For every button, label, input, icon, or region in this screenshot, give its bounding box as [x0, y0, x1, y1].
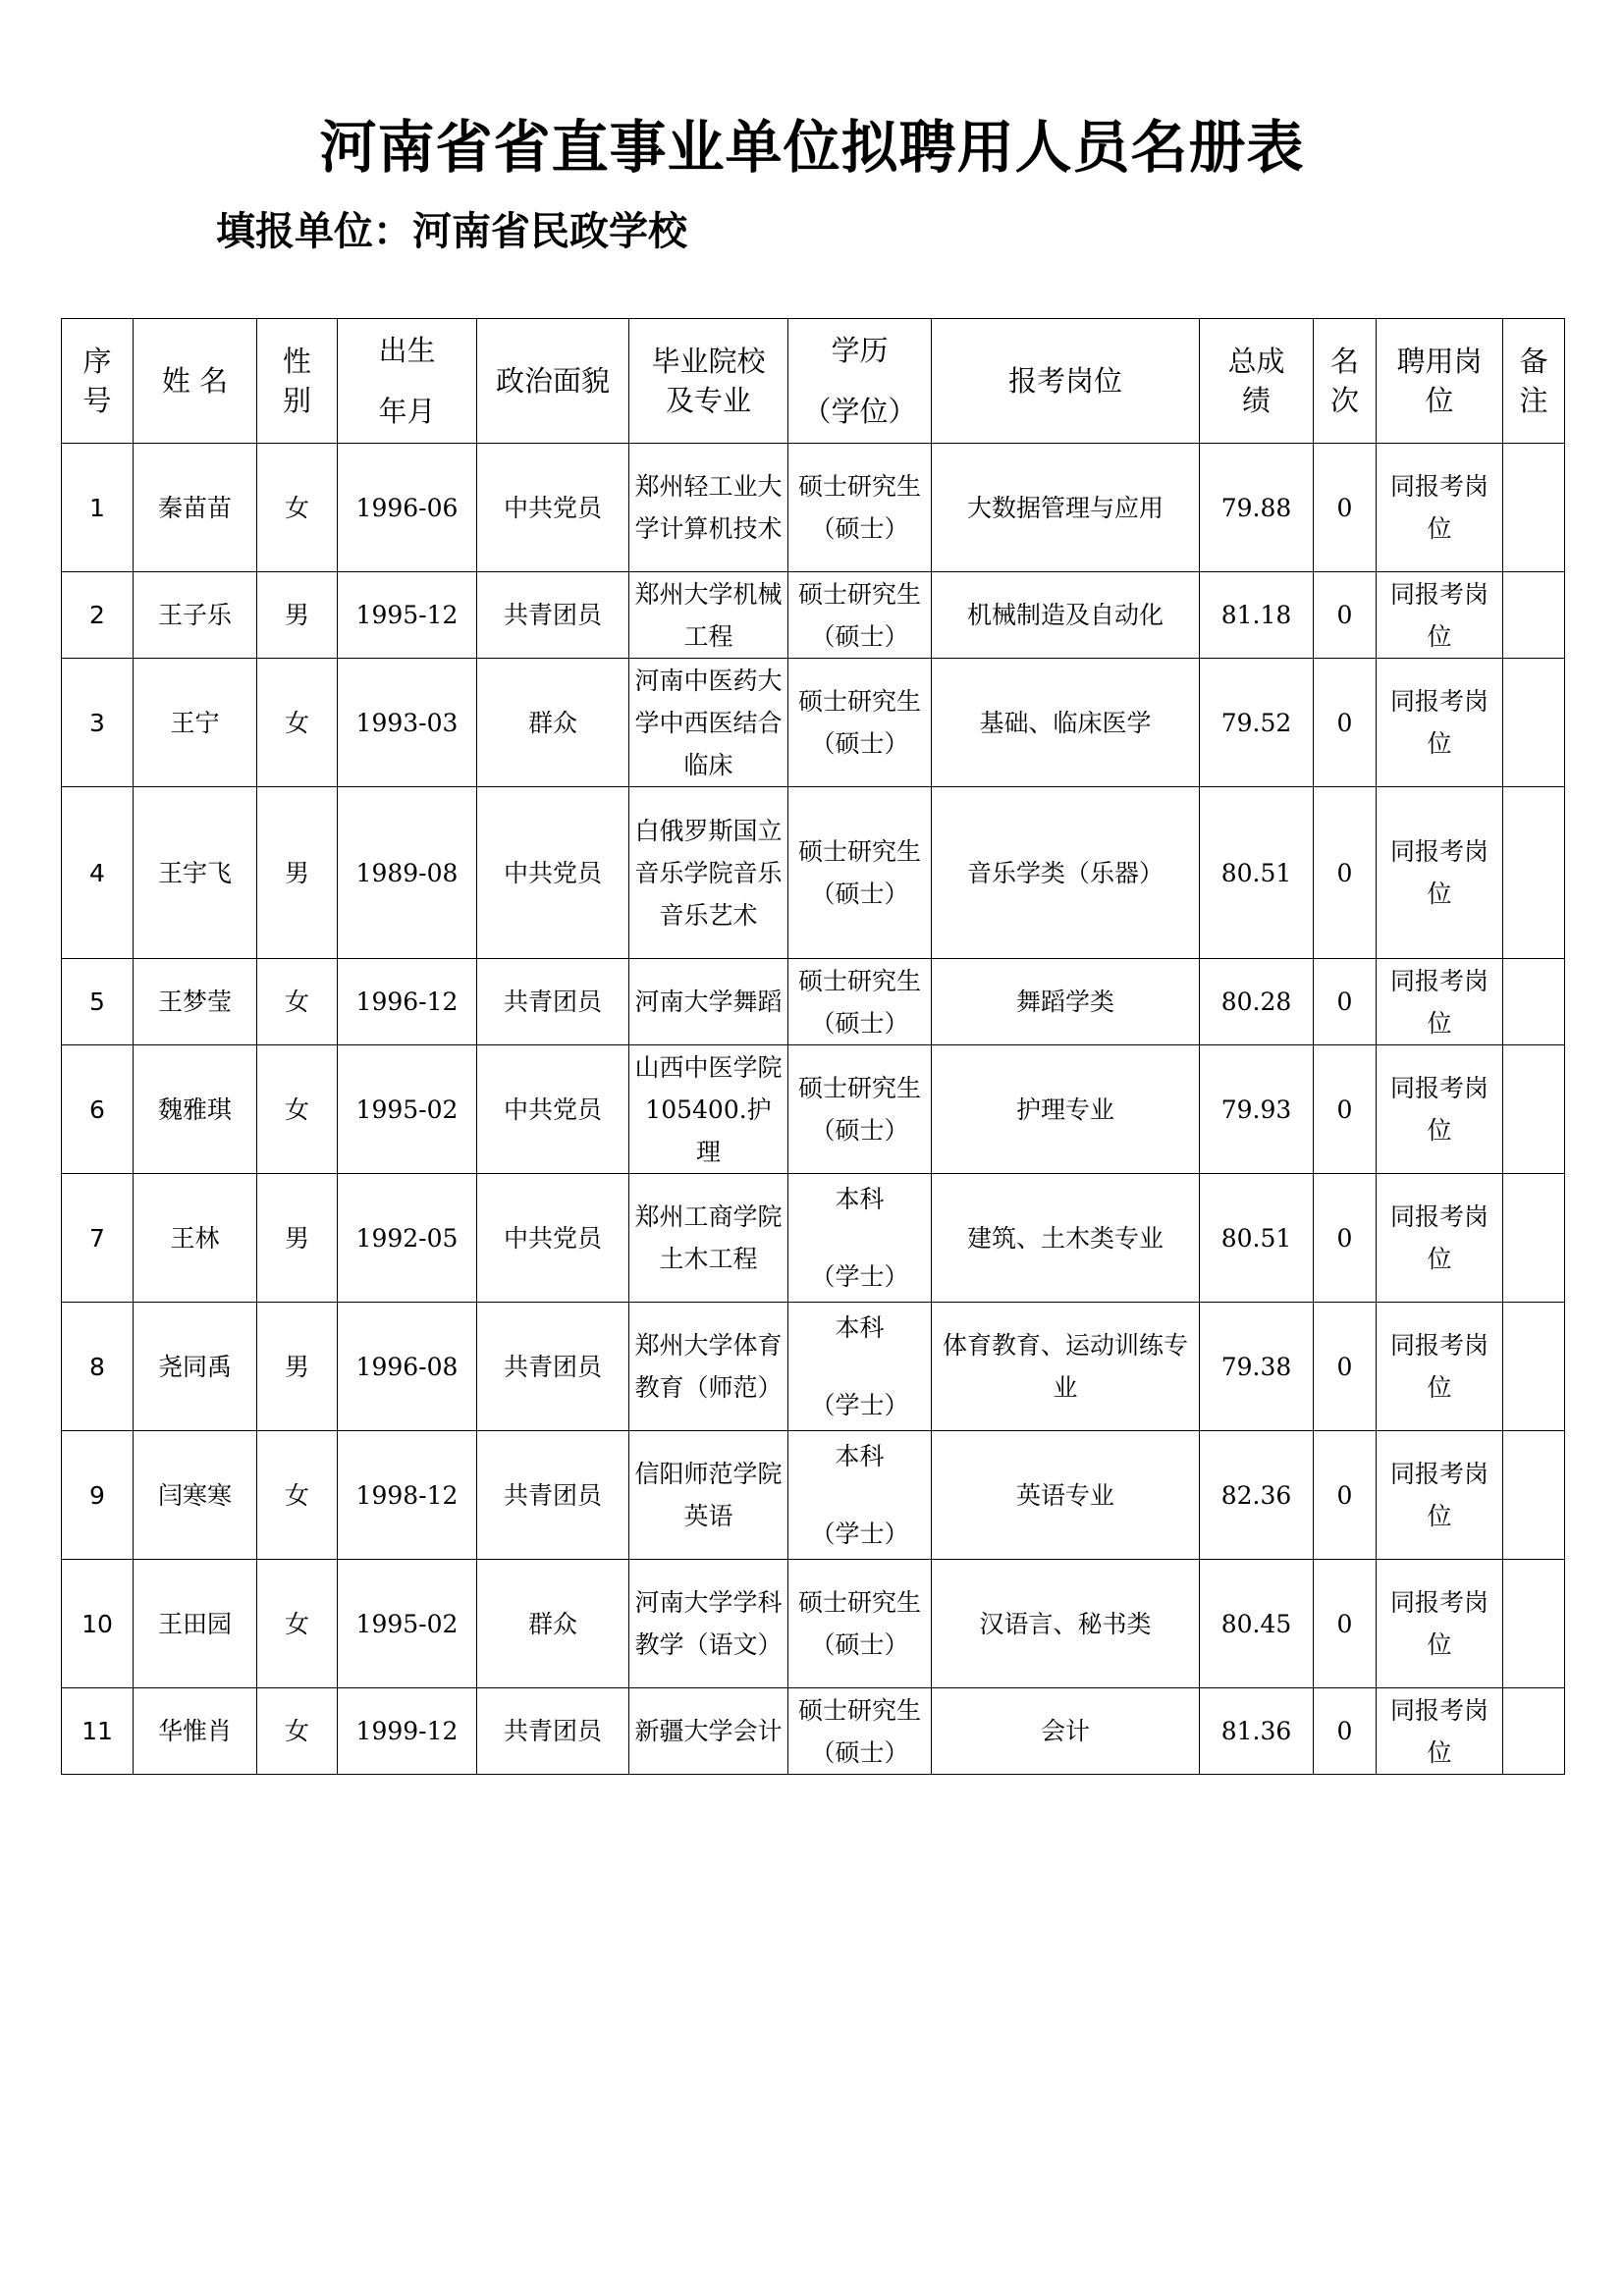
- table-row: [62, 659, 1565, 787]
- cell-birth: 1996-06: [338, 444, 477, 572]
- header-score: 总成 绩: [1200, 319, 1314, 444]
- cell-hire-position: 同报考岗位: [1377, 1560, 1503, 1688]
- cell-name: 闫寒寒: [134, 1431, 257, 1560]
- cell-position: 英语专业: [932, 1431, 1200, 1560]
- cell-gender: 女: [257, 659, 338, 787]
- cell-note: [1503, 1688, 1565, 1775]
- table-row: [62, 1174, 1565, 1303]
- cell-degree: 硕士研究生（硕士）: [788, 1045, 932, 1174]
- cell-note: [1503, 444, 1565, 572]
- header-row: [62, 319, 1565, 444]
- cell-note: [1503, 1431, 1565, 1560]
- cell-school: 郑州大学体育教育（师范）: [629, 1303, 788, 1431]
- cell-gender: 男: [257, 1174, 338, 1303]
- cell-position: 基础、临床医学: [932, 659, 1200, 787]
- cell-name: 王田园: [134, 1560, 257, 1688]
- cell-position: 建筑、土木类专业: [932, 1174, 1200, 1303]
- cell-note: [1503, 959, 1565, 1045]
- cell-position: 汉语言、秘书类: [932, 1560, 1200, 1688]
- cell-school: 河南中医药大学中西医结合临床: [629, 659, 788, 787]
- cell-political: 中共党员: [477, 1174, 629, 1303]
- cell-rank: 0: [1314, 1303, 1377, 1431]
- table-row: [62, 1560, 1565, 1688]
- cell-political: 中共党员: [477, 787, 629, 959]
- cell-position: 会计: [932, 1688, 1200, 1775]
- cell-index: 8: [62, 1303, 134, 1431]
- cell-name: 王宁: [134, 659, 257, 787]
- cell-note: [1503, 1174, 1565, 1303]
- cell-score: 80.51: [1200, 787, 1314, 959]
- cell-name: 秦苗苗: [134, 444, 257, 572]
- cell-rank: 0: [1314, 959, 1377, 1045]
- cell-hire-position: 同报考岗位: [1377, 1045, 1503, 1174]
- cell-position: 机械制造及自动化: [932, 572, 1200, 659]
- header-political: 政治面貌: [477, 319, 629, 444]
- cell-birth: 1989-08: [338, 787, 477, 959]
- cell-degree: 硕士研究生（硕士）: [788, 787, 932, 959]
- cell-score: 80.45: [1200, 1560, 1314, 1688]
- table-row: [62, 444, 1565, 572]
- cell-index: 10: [62, 1560, 134, 1688]
- cell-position: 舞蹈学类: [932, 959, 1200, 1045]
- cell-rank: 0: [1314, 659, 1377, 787]
- cell-gender: 男: [257, 1303, 338, 1431]
- header-gender: 性 别: [257, 319, 338, 444]
- header-name: 姓 名: [134, 319, 257, 444]
- cell-note: [1503, 659, 1565, 787]
- header-position: 报考岗位: [932, 319, 1200, 444]
- cell-position: 护理专业: [932, 1045, 1200, 1174]
- cell-degree: 硕士研究生（硕士）: [788, 659, 932, 787]
- cell-hire-position: 同报考岗位: [1377, 1303, 1503, 1431]
- header-note: 备 注: [1503, 319, 1565, 444]
- cell-gender: 女: [257, 444, 338, 572]
- cell-degree: 硕士研究生（硕士）: [788, 1560, 932, 1688]
- cell-degree: 本科 （学士）: [788, 1303, 932, 1431]
- cell-political: 共青团员: [477, 959, 629, 1045]
- cell-score: 79.88: [1200, 444, 1314, 572]
- table-row: [62, 572, 1565, 659]
- cell-index: 9: [62, 1431, 134, 1560]
- cell-degree: 硕士研究生（硕士）: [788, 572, 932, 659]
- cell-birth: 1993-03: [338, 659, 477, 787]
- cell-rank: 0: [1314, 1560, 1377, 1688]
- header-hire-position: 聘用岗 位: [1377, 319, 1503, 444]
- cell-birth: 1995-02: [338, 1045, 477, 1174]
- cell-index: 7: [62, 1174, 134, 1303]
- cell-score: 79.38: [1200, 1303, 1314, 1431]
- cell-hire-position: 同报考岗位: [1377, 1431, 1503, 1560]
- cell-gender: 男: [257, 572, 338, 659]
- cell-note: [1503, 1303, 1565, 1431]
- cell-index: 5: [62, 959, 134, 1045]
- cell-name: 王林: [134, 1174, 257, 1303]
- cell-political: 共青团员: [477, 1303, 629, 1431]
- page-title: 河南省省直事业单位拟聘用人员名册表: [319, 114, 1305, 181]
- header-degree: 学历 （学位）: [788, 319, 932, 444]
- cell-hire-position: 同报考岗位: [1377, 959, 1503, 1045]
- cell-gender: 女: [257, 1045, 338, 1174]
- cell-name: 华惟肖: [134, 1688, 257, 1775]
- cell-gender: 女: [257, 959, 338, 1045]
- cell-name: 尧同禹: [134, 1303, 257, 1431]
- cell-school: 郑州大学机械工程: [629, 572, 788, 659]
- cell-rank: 0: [1314, 444, 1377, 572]
- cell-rank: 0: [1314, 1688, 1377, 1775]
- header-school: 毕业院校 及专业: [629, 319, 788, 444]
- cell-school: 河南大学学科教学（语文）: [629, 1560, 788, 1688]
- cell-school: 白俄罗斯国立音乐学院音乐 音乐艺术: [629, 787, 788, 959]
- cell-hire-position: 同报考岗位: [1377, 1688, 1503, 1775]
- cell-school: 信阳师范学院英语: [629, 1431, 788, 1560]
- cell-birth: 1995-02: [338, 1560, 477, 1688]
- cell-rank: 0: [1314, 787, 1377, 959]
- cell-score: 80.51: [1200, 1174, 1314, 1303]
- cell-school: 河南大学舞蹈: [629, 959, 788, 1045]
- cell-rank: 0: [1314, 1045, 1377, 1174]
- cell-political: 群众: [477, 1560, 629, 1688]
- cell-name: 魏雅琪: [134, 1045, 257, 1174]
- cell-index: 6: [62, 1045, 134, 1174]
- cell-school: 郑州工商学院土木工程: [629, 1174, 788, 1303]
- table-row: [62, 1303, 1565, 1431]
- cell-score: 81.36: [1200, 1688, 1314, 1775]
- cell-birth: 1996-12: [338, 959, 477, 1045]
- cell-score: 79.93: [1200, 1045, 1314, 1174]
- cell-name: 王子乐: [134, 572, 257, 659]
- header-rank: 名 次: [1314, 319, 1377, 444]
- cell-note: [1503, 787, 1565, 959]
- cell-political: 中共党员: [477, 444, 629, 572]
- cell-hire-position: 同报考岗位: [1377, 787, 1503, 959]
- cell-rank: 0: [1314, 1174, 1377, 1303]
- cell-position: 体育教育、运动训练专业: [932, 1303, 1200, 1431]
- cell-name: 王梦莹: [134, 959, 257, 1045]
- cell-school: 山西中医学院 105400.护理: [629, 1045, 788, 1174]
- cell-hire-position: 同报考岗位: [1377, 444, 1503, 572]
- header-index: 序 号: [62, 319, 134, 444]
- cell-position: 音乐学类（乐器）: [932, 787, 1200, 959]
- cell-degree: 硕士研究生（硕士）: [788, 444, 932, 572]
- cell-score: 79.52: [1200, 659, 1314, 787]
- cell-note: [1503, 1560, 1565, 1688]
- cell-degree: 硕士研究生（硕士）: [788, 1688, 932, 1775]
- cell-hire-position: 同报考岗位: [1377, 659, 1503, 787]
- cell-index: 3: [62, 659, 134, 787]
- cell-birth: 1992-05: [338, 1174, 477, 1303]
- cell-birth: 1996-08: [338, 1303, 477, 1431]
- roster-table: [61, 318, 1565, 1775]
- cell-political: 共青团员: [477, 572, 629, 659]
- cell-note: [1503, 572, 1565, 659]
- header-birth: 出生 年月: [338, 319, 477, 444]
- cell-name: 王宇飞: [134, 787, 257, 959]
- cell-degree: 硕士研究生（硕士）: [788, 959, 932, 1045]
- cell-gender: 女: [257, 1560, 338, 1688]
- cell-political: 共青团员: [477, 1431, 629, 1560]
- cell-gender: 女: [257, 1431, 338, 1560]
- cell-index: 1: [62, 444, 134, 572]
- cell-degree: 本科 （学士）: [788, 1431, 932, 1560]
- cell-birth: 1999-12: [338, 1688, 477, 1775]
- cell-position: 大数据管理与应用: [932, 444, 1200, 572]
- cell-gender: 女: [257, 1688, 338, 1775]
- cell-birth: 1995-12: [338, 572, 477, 659]
- cell-political: 共青团员: [477, 1688, 629, 1775]
- table-row: [62, 787, 1565, 959]
- cell-note: [1503, 1045, 1565, 1174]
- cell-hire-position: 同报考岗位: [1377, 1174, 1503, 1303]
- table-row: [62, 959, 1565, 1045]
- cell-rank: 0: [1314, 572, 1377, 659]
- cell-score: 82.36: [1200, 1431, 1314, 1560]
- cell-gender: 男: [257, 787, 338, 959]
- cell-school: 新疆大学会计: [629, 1688, 788, 1775]
- table-row: [62, 1045, 1565, 1174]
- cell-political: 群众: [477, 659, 629, 787]
- cell-hire-position: 同报考岗位: [1377, 572, 1503, 659]
- table-row: [62, 1431, 1565, 1560]
- cell-index: 11: [62, 1688, 134, 1775]
- cell-birth: 1998-12: [338, 1431, 477, 1560]
- cell-index: 4: [62, 787, 134, 959]
- reporting-unit: 填报单位：河南省民政学校: [216, 209, 687, 254]
- table-row: [62, 1688, 1565, 1775]
- cell-political: 中共党员: [477, 1045, 629, 1174]
- cell-rank: 0: [1314, 1431, 1377, 1560]
- cell-index: 2: [62, 572, 134, 659]
- cell-score: 80.28: [1200, 959, 1314, 1045]
- cell-school: 郑州轻工业大学计算机技术: [629, 444, 788, 572]
- cell-degree: 本科 （学士）: [788, 1174, 932, 1303]
- cell-score: 81.18: [1200, 572, 1314, 659]
